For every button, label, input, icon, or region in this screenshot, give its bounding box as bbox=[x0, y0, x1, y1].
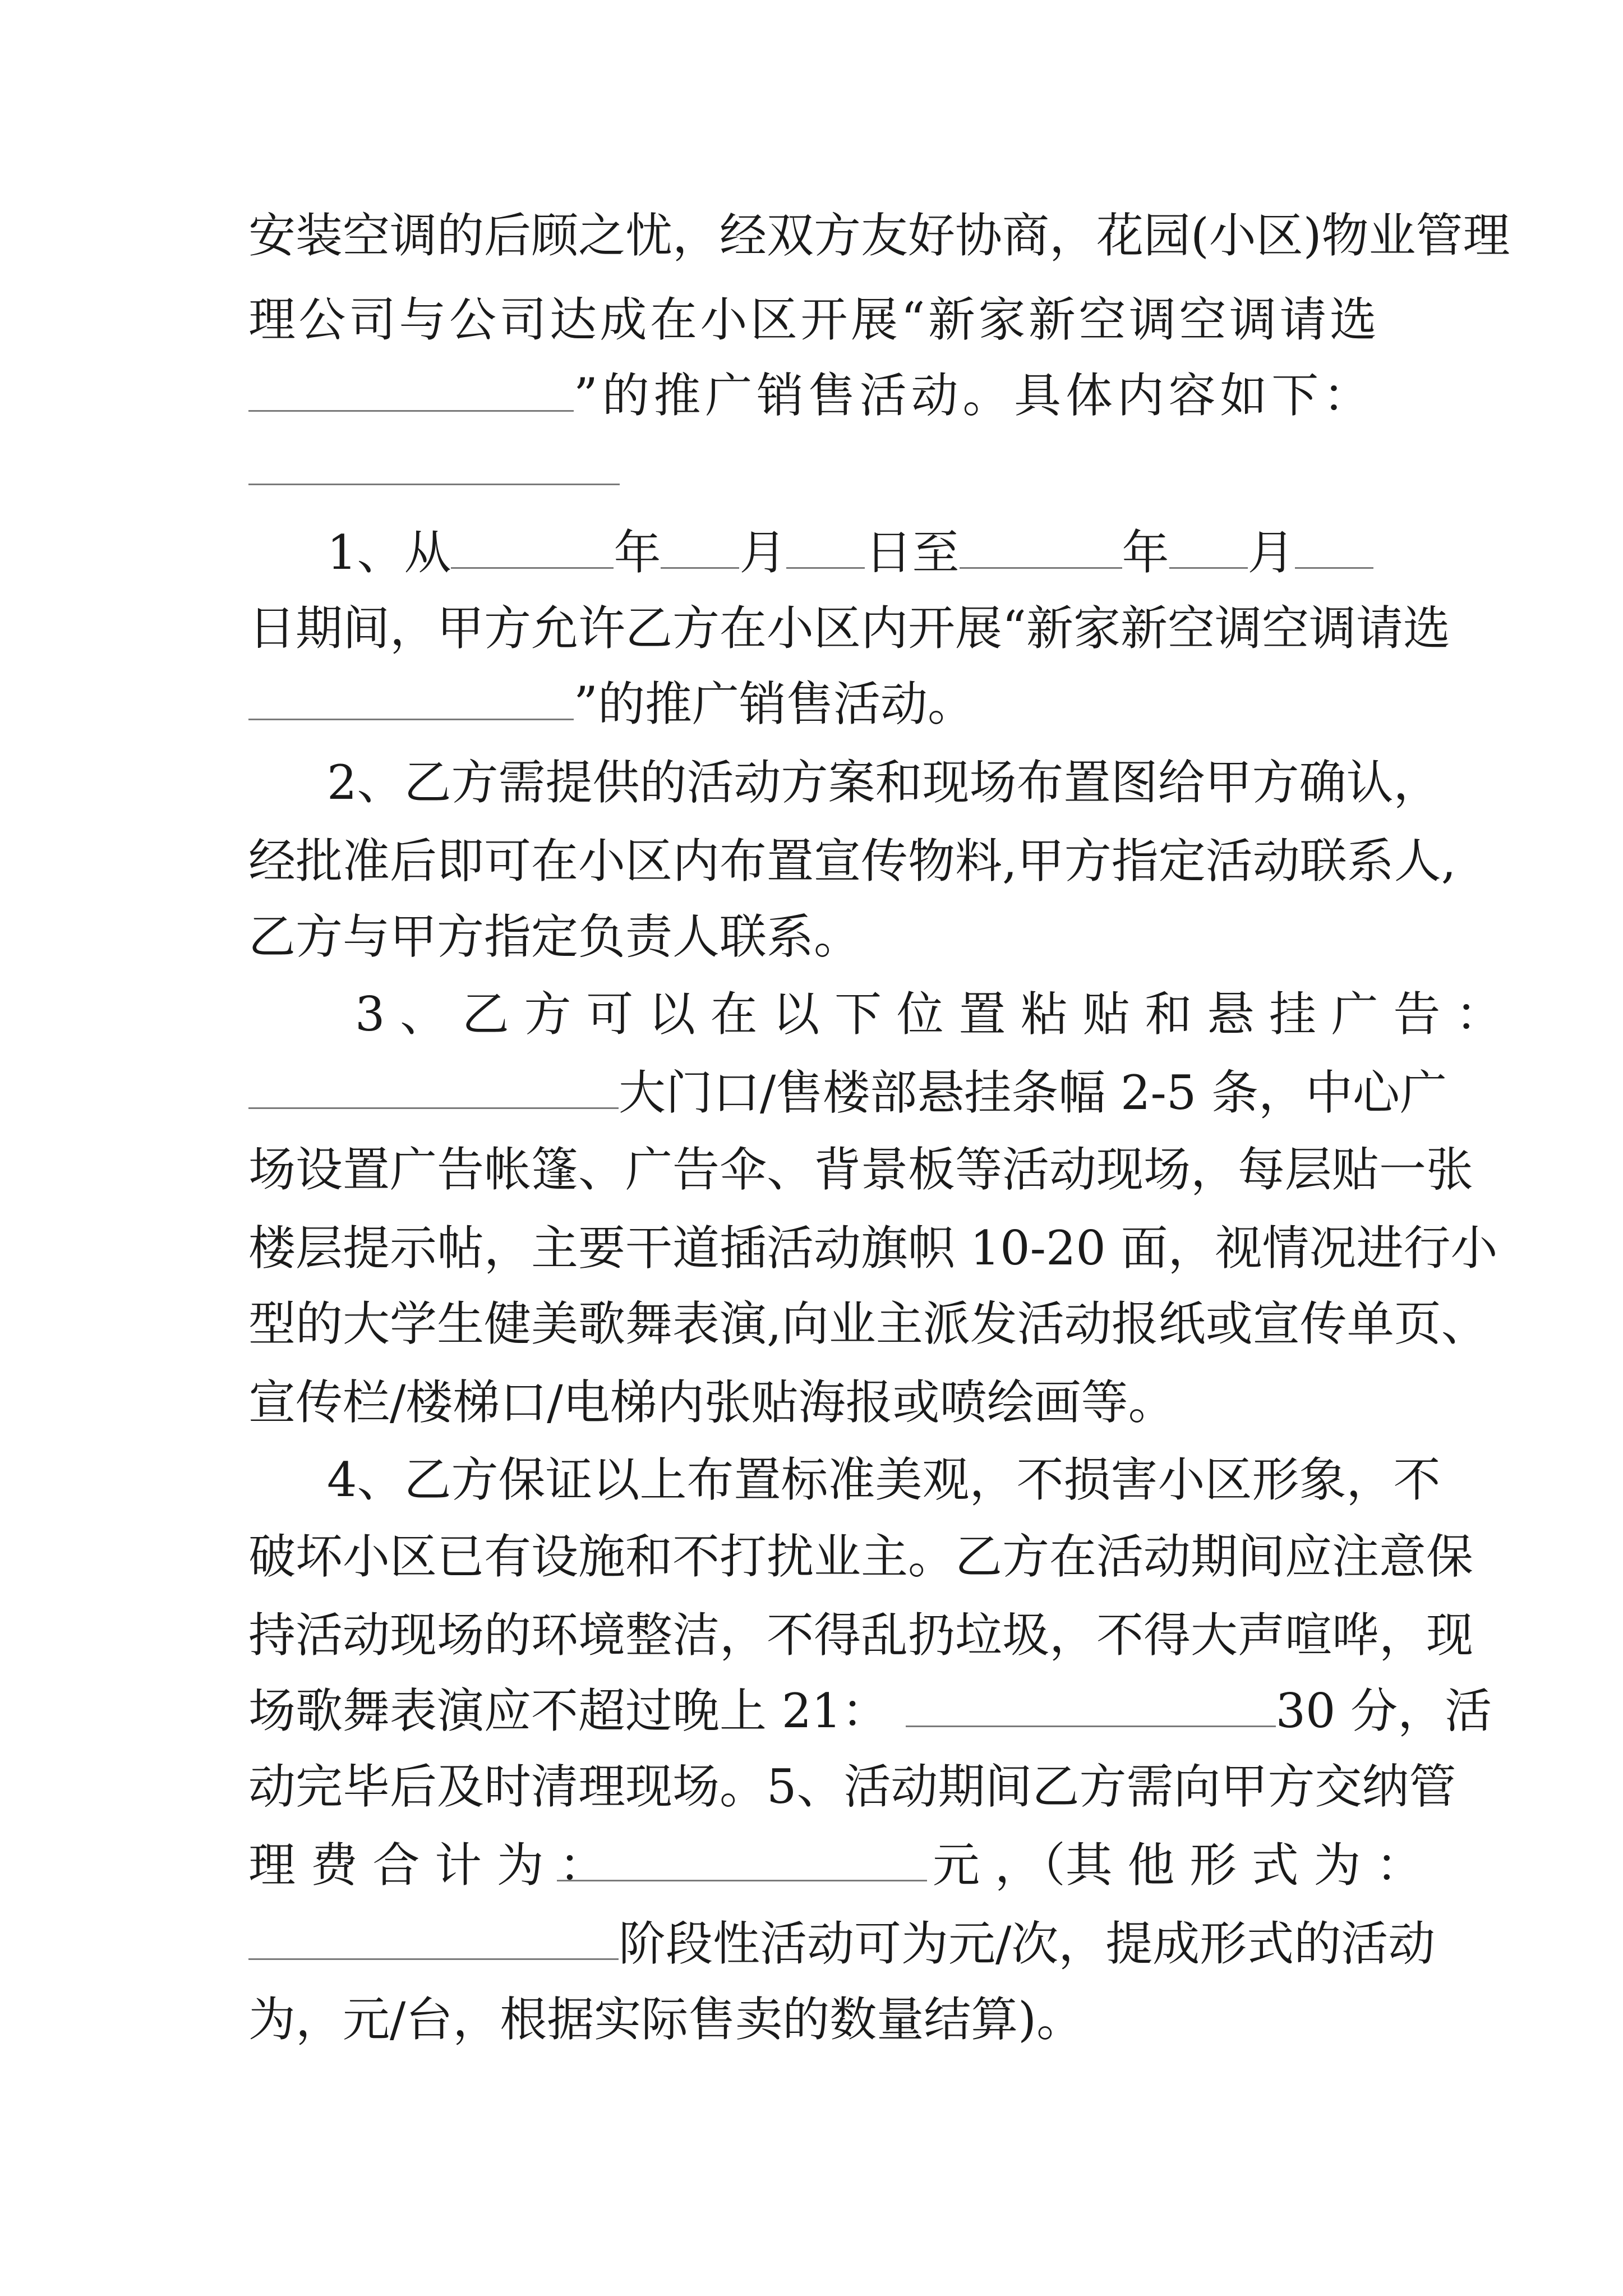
item1-day-to: 日至 bbox=[865, 525, 960, 580]
item4-line-7-text: 阶段性活动可为元/次，提成形式的活动 bbox=[619, 1916, 1436, 1971]
item4-line-7 bbox=[248, 1910, 1436, 1977]
blank-field bbox=[248, 1064, 619, 1109]
blank-time bbox=[906, 1682, 1276, 1727]
blank-day-end bbox=[1295, 523, 1373, 569]
item4-line-1: 4、乙方保证以上布置标准美观，不损害小区形象，不 bbox=[327, 1452, 1441, 1507]
item1-month: 月 bbox=[739, 525, 787, 580]
blank-field bbox=[248, 1915, 619, 1960]
item2-line-2: 经批准后即可在小区内布置宣传物料,甲方指定活动联系人, bbox=[248, 834, 1456, 889]
item4-line-4 bbox=[248, 1677, 1492, 1745]
item4-fee-label: 理 费 合 计 为 ： bbox=[248, 1838, 606, 1893]
item4-line-5: 动完毕后及时清理现场。5、活动期间乙方需向甲方交纳管 bbox=[248, 1759, 1456, 1814]
item4-line-3: 持活动现场的环境整洁，不得乱扔垃圾，不得大声喧哗，现 bbox=[248, 1608, 1474, 1663]
item3-line-6: 宣传栏/楼梯口/电梯内张贴海报或喷绘画等。 bbox=[248, 1375, 1175, 1430]
intro-line-2: 理公司与公司达成在小区开展“新家新空调空调请选 bbox=[248, 292, 1377, 347]
blank-month-end bbox=[1169, 523, 1248, 569]
item4-line-6 bbox=[248, 1832, 1423, 1899]
item4-line-2: 破坏小区已有设施和不打扰业主。乙方在活动期间应注意保 bbox=[248, 1529, 1474, 1584]
item1-line-2: 日期间，甲方允许乙方在小区内开展“新家新空调空调请选 bbox=[248, 601, 1450, 656]
blank-year-end bbox=[960, 523, 1122, 569]
item1-from: 1、从 bbox=[327, 525, 451, 580]
blank-fee bbox=[557, 1836, 927, 1881]
intro-line-3-text: ”的推广销售活动。具体内容如下： bbox=[574, 368, 1370, 423]
item1-line-3-text: ”的推广销售活动。 bbox=[574, 677, 975, 731]
intro-line-3 bbox=[248, 362, 1377, 429]
item1-month-end: 月 bbox=[1247, 525, 1295, 580]
blank-field bbox=[248, 675, 574, 720]
item1-line-3 bbox=[248, 670, 1377, 738]
separator-rule bbox=[248, 484, 620, 485]
item3-line-3: 场设置广告帐篷、广告伞、背景板等活动现场，每层贴一张 bbox=[248, 1142, 1474, 1197]
item3-line-4: 楼层提示帖，主要干道插活动旗帜 10-20 面，视情况进行小 bbox=[248, 1221, 1498, 1276]
item3-line-5: 型的大学生健美歌舞表演,向业主派发活动报纸或宣传单页、 bbox=[248, 1296, 1488, 1351]
item4-line-8: 为，元/台，根据实际售卖的数量结算)。 bbox=[248, 1992, 1084, 2047]
item2-line-1: 2、乙方需提供的活动方案和现场布置图给甲方确认， bbox=[327, 755, 1441, 810]
item4-line-4-a: 场歌舞表演应不超过晚上 21： bbox=[248, 1683, 889, 1738]
blank-year-start bbox=[451, 523, 614, 569]
intro-line-1: 安装空调的后顾之忧，经双方友好协商，花园(小区)物业管理 bbox=[248, 208, 1510, 263]
item1-year: 年 bbox=[614, 525, 661, 580]
item3-line-2 bbox=[248, 1059, 1447, 1126]
item3-line-1: 3 、 乙 方 可 以 在 以 下 位 置 粘 贴 和 悬 挂 广 告 ： bbox=[355, 987, 1503, 1042]
blank-field bbox=[248, 366, 574, 412]
blank-month-start bbox=[661, 523, 739, 569]
item4-other-form-label: 元 ，（其 他 形 式 为 ： bbox=[933, 1838, 1423, 1893]
item4-line-4-b: 30 分，活 bbox=[1275, 1683, 1492, 1738]
item1-year-end: 年 bbox=[1122, 525, 1169, 580]
item3-line-2-text: 大门口/售楼部悬挂条幅 2-5 条，中心广 bbox=[619, 1065, 1447, 1120]
item2-line-3: 乙方与甲方指定负责人联系。 bbox=[248, 909, 861, 964]
blank-day-start bbox=[786, 523, 865, 569]
item1-line-1 bbox=[248, 519, 1377, 586]
